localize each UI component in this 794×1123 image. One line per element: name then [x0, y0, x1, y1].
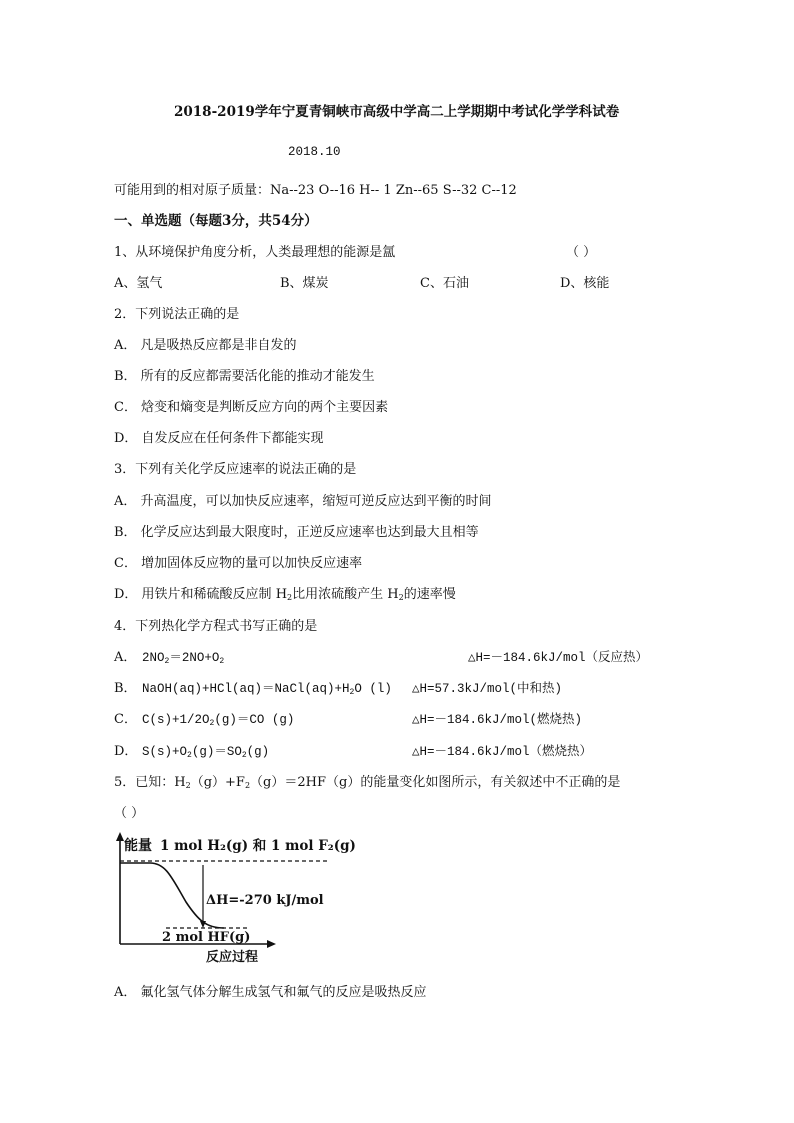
- q1-answer-blank: （ ）: [566, 245, 597, 260]
- q2-option-b: B． 所有的反应都需要活化能的推动才能发生: [114, 369, 375, 384]
- page-title: 2018-2019学年宁夏青铜峡市高级中学高二上学期期中考试化学学科试卷: [174, 104, 620, 120]
- q1-option-a: A、氢气: [114, 276, 163, 291]
- q2-option-c: C． 焓变和熵变是判断反应方向的两个主要因素: [114, 400, 389, 415]
- x-axis-label: 反应过程: [206, 950, 259, 965]
- q3-stem: 3．下列有关化学反应速率的说法正确的是: [114, 462, 357, 477]
- q3-option-b: B． 化学反应达到最大限度时，正逆反应速率也达到最大且相等: [114, 525, 479, 540]
- q1-option-b: B、煤炭: [280, 276, 329, 291]
- q3-option-c: C． 增加固体反应物的量可以加快反应速率: [114, 556, 363, 571]
- q2-stem: 2．下列说法正确的是: [114, 307, 240, 322]
- q4-option-b-label: B．: [114, 681, 137, 696]
- q4-option-c-dh: △H=－184.6kJ/mol(燃烧热): [412, 713, 583, 727]
- q4-option-b-dh: △H=57.3kJ/mol(中和热): [412, 682, 563, 696]
- y-axis-arrow-icon: [116, 832, 124, 841]
- q3-option-d: D． 用铁片和稀硫酸反应制 $H_2$比用浓硫酸产生 $H_2$的速率慢: [114, 587, 456, 602]
- q1-stem: 1、从环境保护角度分析，人类最理想的能源是氲: [114, 245, 396, 260]
- product-label: 2 mol HF(g): [162, 930, 251, 945]
- q1-option-c: C、石油: [420, 276, 469, 291]
- q5-option-a: A． 氟化氢气体分解生成氢气和氟气的反应是吸热反应: [114, 985, 427, 1000]
- q4-option-d-label: D．: [114, 744, 138, 759]
- y-axis-label: 能量: [124, 838, 152, 854]
- section-heading: 一、单选题（每题3分，共54分）: [114, 213, 318, 229]
- q4-option-a-label: A．: [114, 650, 137, 665]
- q4-stem: 4．下列热化学方程式书写正确的是: [114, 619, 318, 634]
- q4-option-b-equation: $NaOH(aq)+HCl(aq)=NaCl(aq)+H_2O$ (l): [142, 682, 392, 697]
- exam-date: 2018.10: [288, 145, 341, 159]
- q3-option-a: A． 升高温度，可以加快反应速率，缩短可逆反应达到平衡的时间: [114, 494, 492, 509]
- q5-stem: 5．已知：$H_2(g)+F_2(g)=2HF(g)$的能量变化如图所示，有关叙述中不正确的是: [114, 775, 621, 790]
- energy-diagram: [114, 832, 356, 968]
- q5-answer-blank: （ ）: [114, 806, 145, 821]
- x-axis-arrow-icon: [267, 940, 276, 948]
- q4-option-a-dh: △H=－184.6kJ/mol（反应热）: [468, 651, 649, 665]
- atomic-masses: 可能用到的相对原子质量：Na--23 O--16 H-- 1 Zn--65 S--32 C--12: [114, 183, 517, 198]
- q4-option-d-equation: $S(s)+O_2(g)=SO_2(g)$: [142, 745, 270, 760]
- q4-option-c-equation: $C(s)+1/2O_2(g)=CO$ (g): [142, 713, 295, 728]
- q4-option-a-equation: $2NO_2=2NO+O_2$: [142, 651, 225, 666]
- q4-option-c-label: C．: [114, 712, 137, 727]
- q2-option-d: D． 自发反应在任何条件下都能实现: [114, 431, 324, 446]
- delta-h-arrowhead-icon: [200, 921, 206, 928]
- delta-h-label: ΔH=-270 kJ/mol: [206, 893, 324, 908]
- q2-option-a: A． 凡是吸热反应都是非自发的: [114, 338, 297, 353]
- q1-option-d: D、核能: [560, 276, 610, 291]
- q4-option-d-dh: △H=－184.6kJ/mol（燃烧热）: [412, 745, 593, 759]
- reactant-label: 1 mol H₂(g) 和 1 mol F₂(g): [160, 838, 356, 854]
